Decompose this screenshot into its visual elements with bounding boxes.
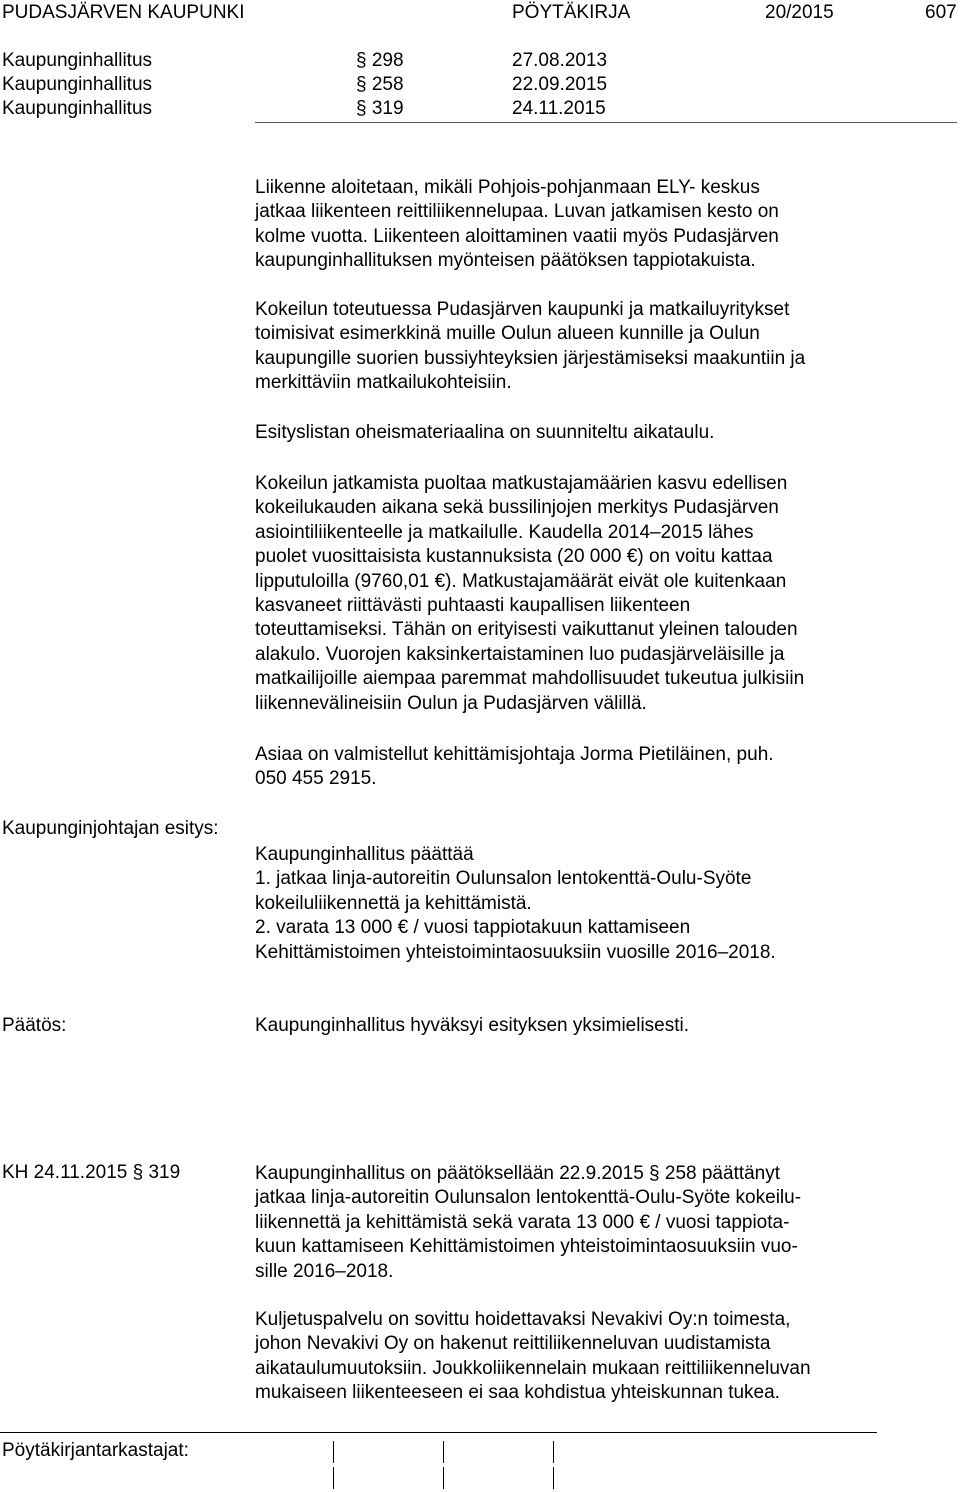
text-line: liikennevälineisiin Oulun ja Pudasjärven välillä. xyxy=(255,692,647,714)
text-line: jatkaa linja-autoreitin Oulunsalon lentokenttä-Oulu-Syöte kokeilu- xyxy=(255,1187,802,1209)
history-date: 27.08.2013 xyxy=(512,50,608,71)
history-section: § 258 xyxy=(356,74,404,95)
history-section-number: 258 xyxy=(371,74,404,95)
signature-field-divider xyxy=(443,1441,444,1463)
text-line: matkailijoille aiempaa paremmat mahdollisuudet tukeutua julkisiin xyxy=(255,668,805,690)
text-line: alakulo. Vuorojen kaksinkertaistaminen luo pudasjärveläisille ja xyxy=(255,643,785,665)
kh-paragraph-1 xyxy=(255,1162,955,1284)
text-line: kasvaneet riittävästi puhtaasti kaupallisen liikenteen xyxy=(255,595,691,617)
history-body: Kaupunginhallitus xyxy=(2,74,153,95)
text-line: sille 2016–2018. xyxy=(255,1260,394,1282)
text-line: toimisivat esimerkkinä muille Oulun alueen kunnille ja Oulun xyxy=(255,323,760,345)
history-section-number: 298 xyxy=(371,50,404,71)
text-line: kuun kattamiseen Kehittämistoimen yhteistoimintaosuuksiin vuo- xyxy=(255,1236,798,1258)
history-body: Kaupunginhallitus xyxy=(2,98,153,119)
text-line: Liikenne aloitetaan, mikäli Pohjois-pohjanmaan ELY- keskus xyxy=(255,177,760,198)
text-line: Kehittämistoimen yhteistoimintaosuuksiin vuosille 2016–2018. xyxy=(255,941,776,963)
signature-field-divider xyxy=(553,1441,554,1463)
text-line: lipputuloilla (9760,01 €). Matkustajamäärät eivät ole kuitenkaan xyxy=(255,570,787,592)
kh-reference: KH 24.11.2015 § 319 xyxy=(2,1162,181,1183)
text-line: kolme vuotta. Liikenteen aloittaminen vaatii myös Pudasjärven xyxy=(255,225,779,247)
text-line: Kuljetuspalvelu on sovittu hoidettavaksi Nevakivi Oy:n toimesta, xyxy=(255,1309,791,1330)
text-line: Kaupunginhallitus päättää xyxy=(255,844,474,865)
text-line: johon Nevakivi Oy on hakenut reittiliikenneluvan uudistamista xyxy=(255,1333,771,1355)
text-line: puolet vuosittaisista kustannuksista (20 000 €) on voitu kattaa xyxy=(255,546,773,568)
text-line: 2. varata 13 000 € / vuosi tappiotakuun kattamiseen xyxy=(255,917,691,939)
text-line: toteuttamiseksi. Tähän on erityisesti vaikuttanut yleinen talouden xyxy=(255,619,798,641)
text-line: Asiaa on valmistellut kehittämisjohtaja Jorma Pietiläinen, puh. xyxy=(255,744,774,765)
kh-paragraph-2 xyxy=(255,1308,955,1406)
text-line: kokeiluliikennettä ja kehittämistä. xyxy=(255,892,532,914)
text-line: mukaiseen liikenteeseen ei saa kohdistua yhteiskunnan tukea. xyxy=(255,1382,780,1404)
signature-field-divider xyxy=(333,1467,334,1489)
org-name: PUDASJÄRVEN KAUPUNKI xyxy=(2,2,245,23)
footer-divider xyxy=(0,1432,877,1433)
footer-label: Pöytäkirjantarkastajat: xyxy=(2,1440,189,1461)
decision-label: Päätös: xyxy=(2,1015,67,1036)
text-line: Esityslistan oheismateriaalina on suunniteltu aikataulu. xyxy=(255,422,715,443)
paragraph-2 xyxy=(255,298,955,396)
text-line: Kokeilun toteutuessa Pudasjärven kaupunki ja matkailuyritykset xyxy=(255,299,790,320)
text-line: jatkaa liikenteen reittiliikennelupaa. Luvan jatkamisen kesto on xyxy=(255,201,779,223)
history-section-number: 319 xyxy=(371,98,404,119)
history-section: § 319 xyxy=(356,98,404,119)
page-number: 607 xyxy=(925,2,957,23)
text-line: 1. jatkaa linja-autoreitin Oulunsalon lentokenttä-Oulu-Syöte xyxy=(255,868,752,890)
history-section: § 298 xyxy=(356,50,404,71)
document-type: PÖYTÄKIRJA xyxy=(512,2,631,23)
text-line: kokeilukauden aikana sekä bussilinjojen merkitys Pudasjärven xyxy=(255,497,779,519)
text-line: Kaupunginhallitus on päätöksellään 22.9.2015 § 258 päättänyt xyxy=(255,1163,781,1184)
signature-field-divider xyxy=(333,1441,334,1463)
paragraph-5 xyxy=(255,743,955,792)
history-date: 22.09.2015 xyxy=(512,74,608,95)
text-line: aikataulumuutoksiin. Joukkoliikennelain mukaan reittiliikenneluvan xyxy=(255,1357,811,1379)
history-date: 24.11.2015 xyxy=(512,98,606,119)
signature-field-divider xyxy=(553,1467,554,1489)
paragraph-3 xyxy=(255,421,955,445)
proposal-text xyxy=(255,843,955,965)
paragraph-1 xyxy=(255,176,955,274)
history-body: Kaupunginhallitus xyxy=(2,50,153,71)
decision-text: Kaupunginhallitus hyväksyi esityksen yksimielisesti. xyxy=(255,1015,690,1036)
text-line: asiointiliikenteelle ja matkailulle. Kaudella 2014–2015 lähes xyxy=(255,521,754,543)
text-line: kaupungille suorien bussiyhteyksien järjestämiseksi maakuntiin ja xyxy=(255,347,806,369)
signature-field-divider xyxy=(443,1467,444,1489)
text-line: liikennettä ja kehittämistä sekä varata 13 000 € / vuosi tappiota- xyxy=(255,1211,790,1233)
text-line: 050 455 2915. xyxy=(255,768,377,790)
paragraph-4 xyxy=(255,472,955,716)
text-line: merkittäviin matkailukohteisiin. xyxy=(255,372,512,394)
issue-number: 20/2015 xyxy=(765,2,834,23)
text-line: kaupunginhallituksen myönteisen päätöksen tappiotakuista. xyxy=(255,250,756,272)
text-line: Kokeilun jatkamista puoltaa matkustajamäärien kasvu edellisen xyxy=(255,473,788,494)
history-divider xyxy=(255,122,957,123)
proposal-label: Kaupunginjohtajan esitys: xyxy=(2,818,219,839)
